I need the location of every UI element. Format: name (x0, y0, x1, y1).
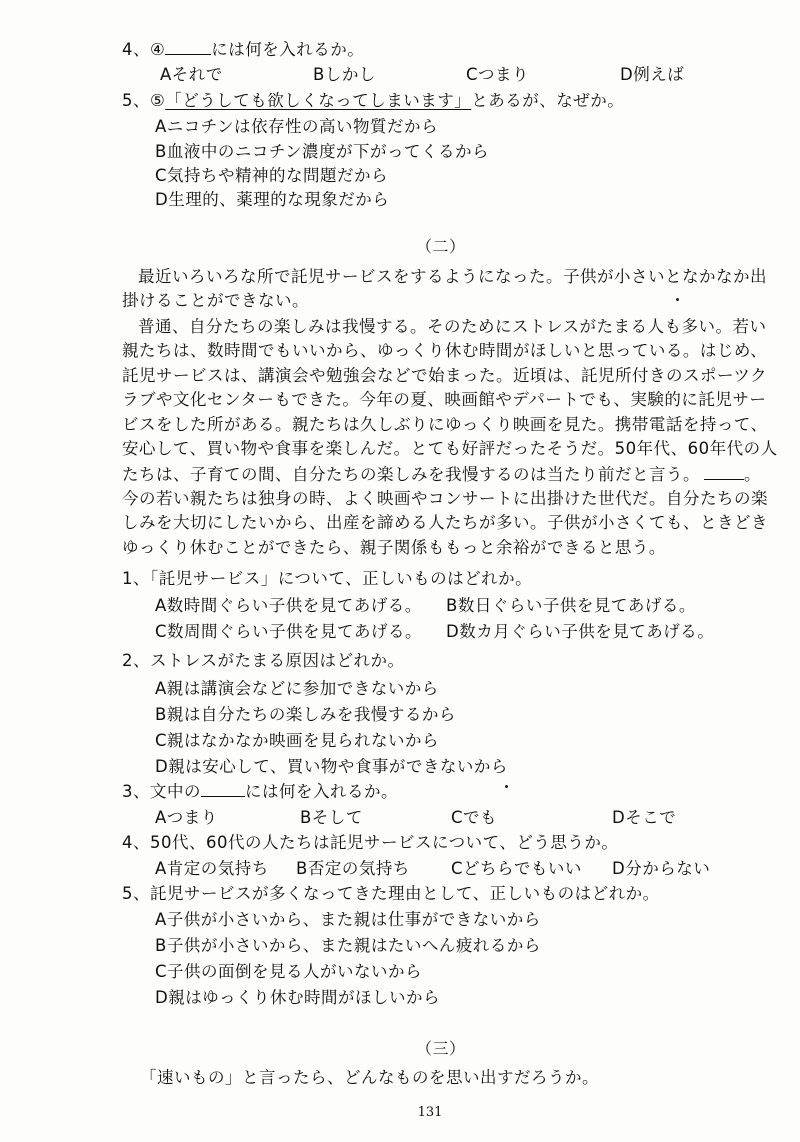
option-d: D例えば (620, 65, 685, 84)
underlined-quote: 「どうしても欲しくなってしまいます」 (165, 91, 472, 110)
option-c: Cつまり (466, 65, 530, 84)
passage-line-9: たちは、子育ての間、自分たちの楽しみを我慢するのは当たり前だと言う。 。 (122, 465, 761, 484)
passage-line-11: しみを大切にしたいから、出産を諦める人たちが多い。子供が小さくても、ときどき (122, 513, 768, 532)
q4-top-question: 4、④ には何を入れるか。 (122, 40, 365, 59)
passage-line-8: 安心して、買い物や食事を楽しんだ。とても好評だったそうだ。50年代、60年代の人 (122, 439, 778, 458)
passage-line-5: 託児サービスは、講演会や勉強会などで始まった。近頃は、託児所付きのスポーツク (122, 366, 768, 385)
passage-line-6: ラブや文化センターもできた。今年の夏、映画館やデパートでも、実験的に託児サー (122, 390, 767, 409)
s2-q1-options-row2 (0, 621, 800, 643)
s2-q5-option-c: C子供の面倒を見る人がいないから (155, 962, 423, 981)
s2-q5-option-d: D親はゆっくり休む時間がほしいから (155, 988, 441, 1007)
passage-line-1: 最近いろいろな所で託児サービスをするようになった。子供が小さいとなかなか出 (138, 267, 767, 286)
s2-q1-question: 1、「託児サービス」について、正しいものはどれか。 (122, 569, 533, 588)
section-3-heading: （三） (416, 1039, 466, 1058)
option-b: Bそして (300, 808, 363, 827)
q5-top-option-d: D生理的、薬理的な現象だから (155, 190, 390, 209)
option-b: Bしかし (313, 65, 376, 84)
answer-blank (165, 38, 211, 55)
s2-q2-option-d: D親は安心して、買い物や食事ができないから (155, 757, 508, 776)
s2-q5-option-b: B子供が小さいから、また親はたいへん疲れるから (155, 936, 541, 955)
q5-top-option-a: Aニコチンは依存性の高い物質だから (155, 117, 438, 136)
passage-blank (704, 463, 744, 480)
s2-q2-option-b: B親は自分たちの楽しみを我慢するから (155, 705, 456, 724)
scan-speck (505, 785, 508, 788)
page-number: 131 (417, 1105, 443, 1120)
option-a: A数時間ぐらい子供を見てあげる。 (155, 596, 422, 615)
option-a: A肯定の気持ち (155, 859, 269, 878)
s2-q2-option-c: C親はなかなか映画を見られないから (155, 731, 440, 750)
passage-line-3: 普通、自分たちの楽しみは我慢する。そのためにストレスがたまる人も多い。若い (138, 317, 767, 336)
option-d: Dそこで (612, 808, 677, 827)
option-d: D分からない (612, 859, 711, 878)
option-a: Aそれで (160, 65, 223, 84)
option-b: B数日ぐらい子供を見てあげる。 (446, 596, 696, 615)
passage-line-2: 掛けることができない。 (122, 291, 309, 310)
answer-blank (201, 780, 245, 797)
s2-q4-question: 4、50代、60代の人たちは託児サービスについて、どう思うか。 (122, 833, 619, 852)
option-a: Aつまり (155, 808, 218, 827)
q5-top-option-c: C気持ちや精神的な問題だから (155, 166, 389, 185)
q5-top-option-b: B血液中のニコチン濃度が下がってくるから (155, 142, 489, 161)
s2-q4-options (0, 858, 800, 880)
s2-q5-option-a: A子供が小さいから、また親は仕事ができないから (155, 910, 541, 929)
section-2-heading: （二） (416, 237, 466, 256)
option-d: D数カ月ぐらい子供を見てあげる。 (446, 622, 715, 641)
passage-line-12: ゆっくり休むことができたら、親子関係ももっと余裕ができると思う。 (122, 538, 666, 557)
s2-q2-option-a: A親は講演会などに参加できないから (155, 679, 439, 698)
option-b: B否定の気持ち (296, 859, 410, 878)
section-3-intro: 「速いもの」と言ったら、どんなものを思い出すだろうか。 (140, 1068, 599, 1087)
q5-top-question: 5、⑤「どうしても欲しくなってしまいます」とあるが、なぜか。 (122, 91, 625, 110)
option-c: C数周間ぐらい子供を見てあげる。 (155, 622, 423, 641)
s2-q5-question: 5、託児サービスが多くなってきた理由として、正しいものはどれか。 (122, 884, 660, 903)
s2-q1-options-row1 (0, 595, 800, 617)
option-c: Cでも (451, 808, 498, 827)
scan-speck (676, 298, 679, 301)
s2-q2-question: 2、ストレスがたまる原因はどれか。 (122, 651, 405, 670)
passage-line-4: 親たちは、数時間でもいいから、ゆっくり休む時間がほしいと思っている。はじめ、 (122, 341, 768, 360)
s2-q3-options (0, 807, 800, 829)
option-c: Cどちらでもいい (451, 859, 582, 878)
q4-top-options (0, 64, 800, 86)
passage-line-10: 今の若い親たちは独身の時、よく映画やコンサートに出掛けた世代だ。自分たちの楽 (122, 489, 768, 508)
passage-line-7: ビスをした所がある。親たちは久しぶりにゆっくり映画を見た。携帯電話を持って、 (122, 415, 768, 434)
s2-q3-question: 3、文中の には何を入れるか。 (122, 782, 398, 801)
